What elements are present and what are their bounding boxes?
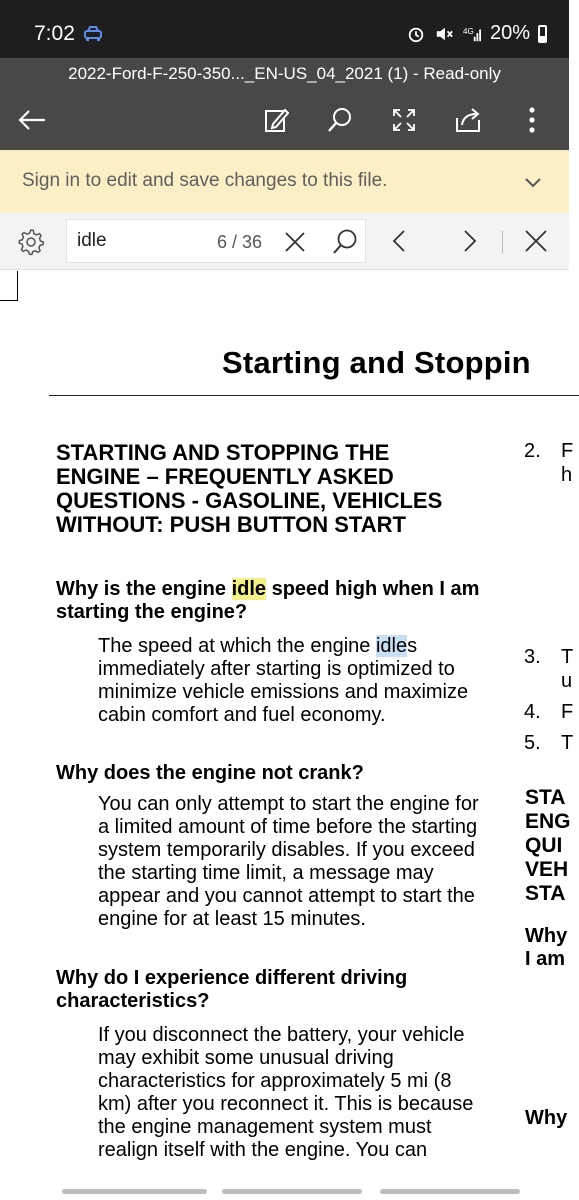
question-text: speed high when I am starting the engine? — [56, 578, 480, 623]
right-question: Why — [525, 1107, 568, 1129]
share-icon — [453, 106, 483, 134]
answer-text: The speed at which the engine — [98, 635, 376, 657]
document-page[interactable] — [0, 271, 574, 1200]
more-vertical-icon — [527, 106, 537, 134]
right-section-title: QUI — [525, 834, 563, 857]
status-time: 7:02 — [34, 22, 75, 45]
list-number: 3. — [524, 646, 541, 668]
gear-icon[interactable] — [16, 227, 46, 257]
next-match-icon[interactable] — [455, 227, 483, 255]
edit-button[interactable] — [257, 100, 297, 140]
mute-icon — [434, 25, 454, 43]
page-heading: Starting and Stoppin — [222, 345, 531, 380]
list-text: F — [561, 440, 574, 462]
list-number: 4. — [524, 701, 541, 723]
list-text: u — [561, 670, 573, 692]
status-icons — [406, 22, 547, 45]
list-number: 2. — [524, 440, 541, 462]
close-find-icon[interactable] — [522, 227, 550, 255]
list-text: h — [561, 464, 573, 486]
document-title: 2022-Ford-F-250-350..._EN-US_04_2021 (1) - Read-only — [0, 58, 569, 90]
right-question: Why — [525, 925, 568, 947]
match-count: 6 / 36 — [217, 232, 263, 252]
question-idle-speed — [56, 578, 486, 624]
find-input[interactable] — [77, 230, 207, 252]
banner-text: Sign in to edit and save changes to this file. — [22, 170, 388, 191]
search-icon — [326, 106, 354, 134]
question-driving-characteristics: Why do I experience different driving characteristics? — [56, 967, 408, 1012]
list-text: T — [561, 646, 574, 668]
right-question: I am — [525, 948, 566, 970]
right-section-title: ENG — [525, 810, 571, 833]
battery-icon — [538, 25, 547, 43]
answer-no-crank: You can only attempt to start the engine for a limited amount of time before the starting system temporarily disables. If you exceed the starting time limit, a message may appear and you cannot attempt to start the engine for at least 15 minutes. — [98, 793, 479, 930]
clear-search-icon[interactable] — [281, 228, 309, 256]
search-hit: idle — [375, 635, 408, 657]
search-button[interactable] — [320, 100, 360, 140]
back-arrow-icon — [17, 108, 47, 132]
more-options-button[interactable] — [512, 100, 552, 140]
find-bar — [0, 213, 569, 270]
edit-icon — [263, 106, 291, 134]
search-hit-current: idle — [231, 578, 267, 600]
share-button[interactable] — [448, 100, 488, 140]
find-search-icon[interactable] — [331, 228, 359, 256]
expand-icon — [390, 106, 418, 134]
fullscreen-button[interactable] — [384, 100, 424, 140]
scroll-indicator — [380, 1189, 520, 1194]
question-no-crank: Why does the engine not crank? — [56, 762, 364, 784]
svg-text:4G: 4G — [462, 26, 474, 36]
signal-icon — [462, 25, 482, 43]
toolbar — [0, 90, 569, 150]
gesture-bar — [0, 1185, 569, 1200]
back-button[interactable] — [12, 100, 52, 140]
list-text: T — [561, 732, 574, 754]
alarm-icon — [406, 25, 426, 43]
page-corner-mark — [0, 271, 18, 301]
section-title: STARTING AND STOPPING THE ENGINE – FREQUENTLY ASKED QUESTIONS - GASOLINE, VEHICLES WITHOUT: PUSH BUTTON START — [56, 440, 443, 537]
signin-banner[interactable] — [0, 150, 569, 213]
previous-match-icon[interactable] — [386, 227, 414, 255]
question-text: Why is the engine — [56, 578, 232, 600]
heading-rule — [49, 395, 579, 396]
answer-text: s immediately after starting is optimized to minimize vehicle emissions and maximize cabin comfort and fuel economy. — [98, 635, 469, 726]
chevron-down-icon[interactable] — [523, 172, 543, 192]
status-bar — [0, 0, 569, 58]
right-section-title: VEH — [525, 858, 569, 881]
car-icon — [84, 26, 102, 42]
list-text: F — [561, 701, 574, 723]
right-section-title: STA — [525, 786, 566, 809]
battery-percent: 20% — [489, 22, 530, 44]
answer-driving-characteristics: If you disconnect the battery, your vehicle may exhibit some unusual driving characteristics for approximately 5 mi (8 km) after you reconnect it. This is because the engine management system must realign itself with the engine. You can — [98, 1024, 474, 1161]
find-box — [66, 219, 366, 263]
list-number: 5. — [524, 732, 541, 754]
right-section-title: STA — [525, 882, 566, 905]
scroll-indicator — [62, 1189, 207, 1194]
find-divider — [502, 231, 503, 253]
home-handle[interactable] — [222, 1189, 362, 1194]
answer-idle-speed — [98, 635, 490, 727]
